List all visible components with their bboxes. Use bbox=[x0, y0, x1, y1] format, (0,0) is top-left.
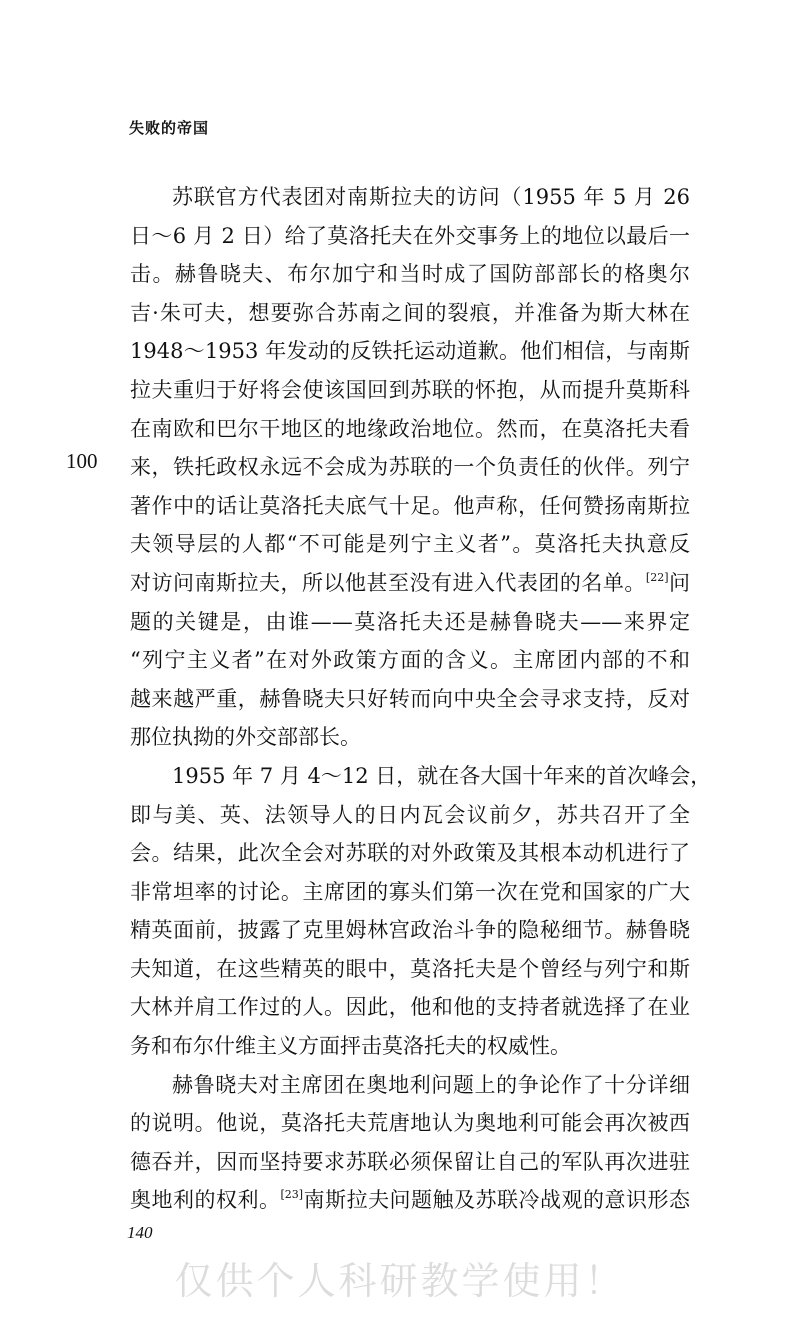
page-number: 140 bbox=[127, 1223, 153, 1242]
line-text: 苏联官方代表团对南斯拉夫的访问（1955 年 5 月 26 bbox=[172, 185, 690, 209]
text-line bbox=[130, 1066, 690, 1105]
text-line bbox=[130, 332, 690, 371]
text-line bbox=[130, 718, 690, 757]
text-line bbox=[130, 873, 690, 912]
text-line bbox=[130, 680, 690, 719]
line-text: 1955 年 7 月 4～12 日，就在各大国十年来的首次峰会， bbox=[172, 763, 712, 788]
text-line bbox=[130, 950, 690, 989]
line-text: 夫领导层的人都“不可能是列宁主义者”。莫洛托夫执意反 bbox=[130, 532, 690, 557]
line-text: 拉夫重归于好将会使该国回到苏联的怀抱，从而提升莫斯科 bbox=[130, 377, 690, 402]
footnote-ref: [22] bbox=[645, 570, 669, 584]
line-text: 大林并肩工作过的人。因此，他和他的支持者就选择了在业 bbox=[130, 995, 690, 1020]
line-text: 1948～1953 年发动的反铁托运动道歉。他们相信，与南斯 bbox=[130, 339, 690, 364]
text-line bbox=[130, 603, 690, 642]
text-line bbox=[130, 1143, 690, 1182]
text-line bbox=[130, 988, 690, 1027]
text-line bbox=[130, 217, 690, 256]
footnote-ref: [23] bbox=[280, 1188, 304, 1202]
line-text: 德吞并，因而坚持要求苏联必须保留让自己的军队再次进驻 bbox=[130, 1149, 690, 1174]
text-line bbox=[130, 371, 690, 410]
running-head: 失败的帝国 bbox=[129, 119, 210, 137]
text-line bbox=[130, 410, 690, 449]
text-line bbox=[130, 757, 712, 796]
watermark: 仅供个人科研教学使用！ bbox=[174, 1259, 626, 1303]
margin-page-number: 100 bbox=[66, 449, 98, 473]
line-text: 务和布尔什维主义方面抨击莫洛托夫的权威性。 bbox=[130, 1034, 571, 1059]
text-line bbox=[130, 911, 690, 950]
line-text: 赫鲁晓夫对主席团在奥地利问题上的争论作了十分详细 bbox=[172, 1072, 690, 1097]
line-text: 奥地利的权利。 bbox=[130, 1188, 281, 1213]
text-line bbox=[130, 178, 690, 217]
line-text: 的说明。他说，莫洛托夫荒唐地认为奥地利可能会再次被西 bbox=[130, 1111, 690, 1136]
text-line bbox=[130, 564, 690, 603]
text-line bbox=[130, 487, 690, 526]
line-text: 越来越严重，赫鲁晓夫只好转而向中央全会寻求支持，反对 bbox=[130, 686, 690, 711]
text-line bbox=[130, 1104, 690, 1143]
line-text: 即与美、英、法领导人的日内瓦会议前夕，苏共召开了全 bbox=[130, 802, 690, 827]
line-text: 会。结果，此次全会对苏联的对外政策及其根本动机进行了 bbox=[130, 841, 690, 866]
text-line bbox=[130, 255, 690, 294]
line-text: 在南欧和巴尔干地区的地缘政治地位。然而，在莫洛托夫看 bbox=[130, 416, 690, 441]
line-text: “列宁主义者”在对外政策方面的含义。主席团内部的不和 bbox=[130, 648, 690, 673]
text-line bbox=[130, 1181, 690, 1220]
line-text: 著作中的话让莫洛托夫底气十足。他声称，任何赞扬南斯拉 bbox=[130, 493, 690, 518]
line-text: 非常坦率的讨论。主席团的寡头们第一次在党和国家的广大 bbox=[130, 879, 690, 904]
line-text: 题的关键是，由谁——莫洛托夫还是赫鲁晓夫——来界定 bbox=[130, 609, 690, 634]
line-text: 精英面前，披露了克里姆林宫政治斗争的隐秘细节。赫鲁晓 bbox=[130, 918, 690, 943]
text-line bbox=[130, 796, 690, 835]
line-text: 夫知道，在这些精英的眼中，莫洛托夫是个曾经与列宁和斯 bbox=[130, 956, 690, 981]
text-line bbox=[130, 525, 690, 564]
text-line bbox=[130, 1027, 690, 1066]
line-text: 那位执拗的外交部部长。 bbox=[130, 725, 361, 750]
text-line bbox=[130, 294, 690, 333]
line-text-tail: 问 bbox=[668, 570, 691, 595]
line-text: 对访问南斯拉夫，所以他甚至没有进入代表团的名单。 bbox=[130, 570, 646, 595]
line-text: 击。赫鲁晓夫、布尔加宁和当时成了国防部部长的格奥尔 bbox=[130, 262, 690, 287]
text-line bbox=[130, 448, 690, 487]
line-text: 来，铁托政权永远不会成为苏联的一个负责任的伙伴。列宁 bbox=[130, 455, 690, 480]
line-text-tail: 南斯拉夫问题触及苏联冷战观的意识形态 bbox=[303, 1188, 691, 1213]
body-text bbox=[130, 178, 712, 1220]
text-line bbox=[130, 834, 690, 873]
text-line bbox=[130, 641, 690, 680]
line-text: 日～6 月 2 日）给了莫洛托夫在外交事务上的地位以最后一 bbox=[130, 223, 690, 248]
line-text: 吉·朱可夫，想要弥合苏南之间的裂痕，并准备为斯大林在 bbox=[130, 300, 690, 325]
